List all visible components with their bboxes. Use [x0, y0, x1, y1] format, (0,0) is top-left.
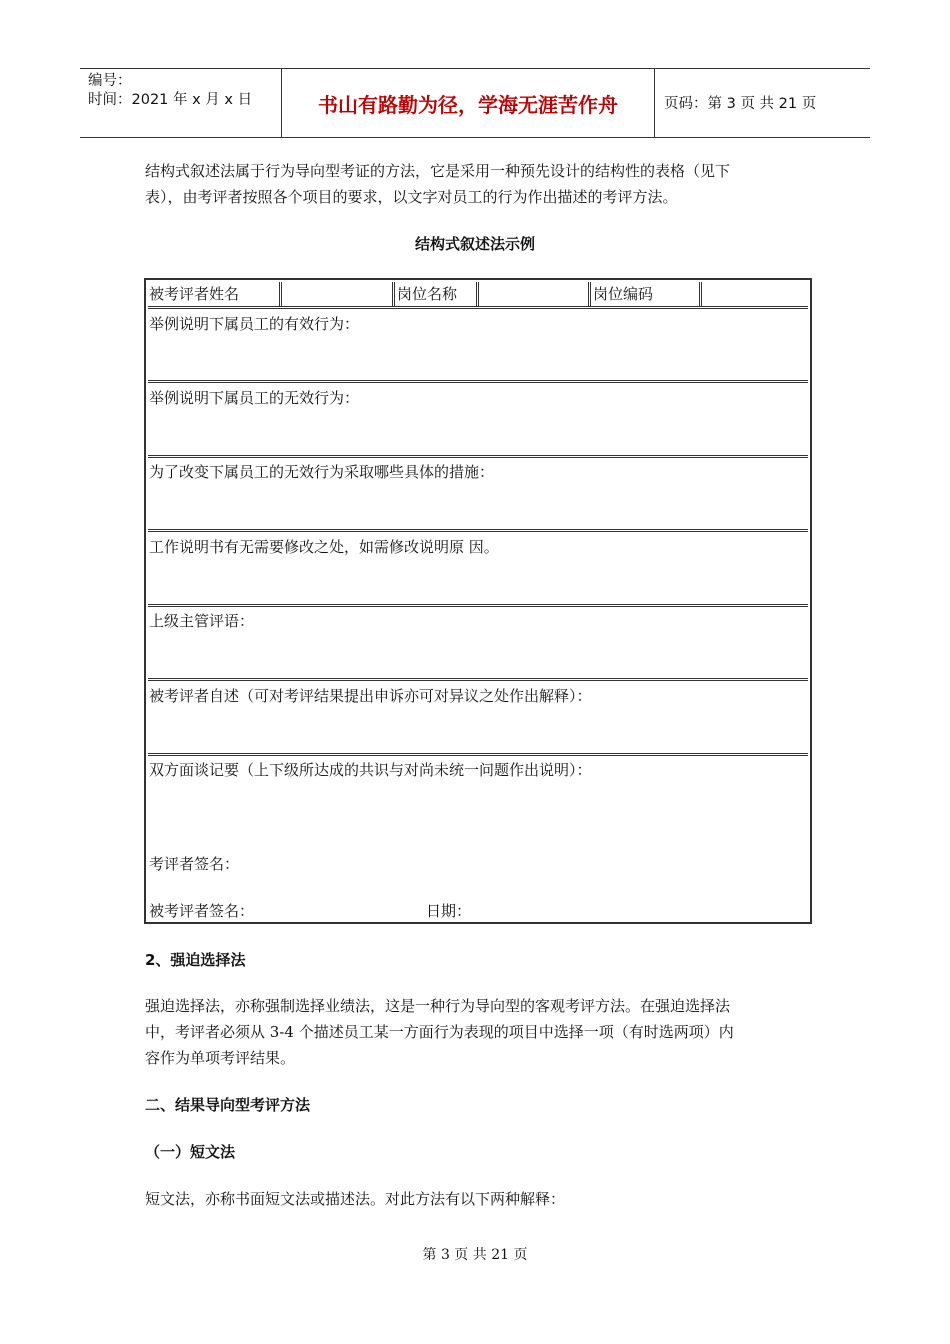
row-divider [148, 380, 808, 383]
job-description-label: 工作说明书有无需要修改之处，如需修改说明原 因。 [149, 538, 499, 556]
cell-divider [699, 282, 702, 306]
cell-divider [392, 282, 395, 306]
section-heading: 2、强迫选择法 [145, 951, 246, 969]
header-divider [654, 69, 655, 137]
supervisor-comment-label: 上级主管评语： [149, 612, 255, 630]
paragraph-line: 容作为单项考评结果。 [145, 1049, 296, 1067]
forced-choice-paragraph [145, 993, 815, 1071]
subsection-heading: （一）短文法 [145, 1143, 236, 1161]
cell-divider [476, 282, 479, 306]
interview-notes-label: 双方面谈记要（上下级所达成的共识与对尚未统一问题作出说明）： [149, 761, 592, 779]
cell-divider [588, 282, 591, 306]
document-date: 时间：2021 年 x 月 x 日 [88, 92, 253, 108]
row-divider [148, 753, 808, 756]
ineffective-behavior-label: 举例说明下属员工的无效行为： [149, 389, 360, 407]
row-divider [148, 604, 808, 607]
row-divider [148, 529, 808, 532]
page-footer: 第 3 页 共 21 页 [422, 1247, 528, 1263]
paragraph-line: 中，考评者必须从 3-4 个描述员工某一方面行为表现的项目中选择一项（有时选两项）内 [145, 1023, 734, 1041]
essay-method-paragraph: 短文法，亦称书面短文法或描述法。对此方法有以下两种解释： [145, 1190, 566, 1208]
header-page-info: 页码：第 3 页 共 21 页 [664, 96, 817, 112]
post-code-label: 岗位编码 [593, 285, 654, 303]
effective-behavior-label: 举例说明下属员工的有效行为： [149, 315, 360, 333]
measures-label: 为了改变下属员工的无效行为采取哪些具体的措施： [149, 463, 495, 481]
intro-paragraph [145, 158, 815, 210]
intro-line: 表），由考评者按照各个项目的要求，以文字对员工的行为作出描述的考评方法。 [145, 188, 678, 206]
row-divider [148, 455, 808, 458]
section-heading: 二、结果导向型考评方法 [145, 1096, 311, 1114]
intro-line: 结构式叙述法属于行为导向型考证的方法，它是采用一种预先设计的结构性的表格（见下 [145, 162, 731, 180]
assessor-signature-label: 考评者签名： [149, 855, 240, 873]
assessee-signature-label: 被考评者签名： [149, 902, 255, 920]
document-code-label: 编号： [88, 73, 132, 89]
header-meta [88, 72, 252, 110]
page-header [80, 68, 870, 138]
structured-narrative-form [144, 278, 812, 924]
date-label: 日期： [426, 902, 472, 920]
header-motto: 书山有路勤为径，学海无涯苦作舟 [318, 93, 618, 117]
paragraph-line: 强迫选择法，亦称强制选择业绩法，这是一种行为导向型的客观考评方法。在强迫选择法 [145, 997, 731, 1015]
self-statement-label: 被考评者自述（可对考评结果提出申诉亦可对异议之处作出解释）： [149, 687, 592, 705]
table-title: 结构式叙述法示例 [414, 235, 535, 253]
assessee-name-label: 被考评者姓名 [149, 285, 240, 303]
row-divider [148, 306, 808, 309]
cell-divider [279, 282, 282, 306]
row-divider [148, 678, 808, 681]
post-name-label: 岗位名称 [397, 285, 458, 303]
